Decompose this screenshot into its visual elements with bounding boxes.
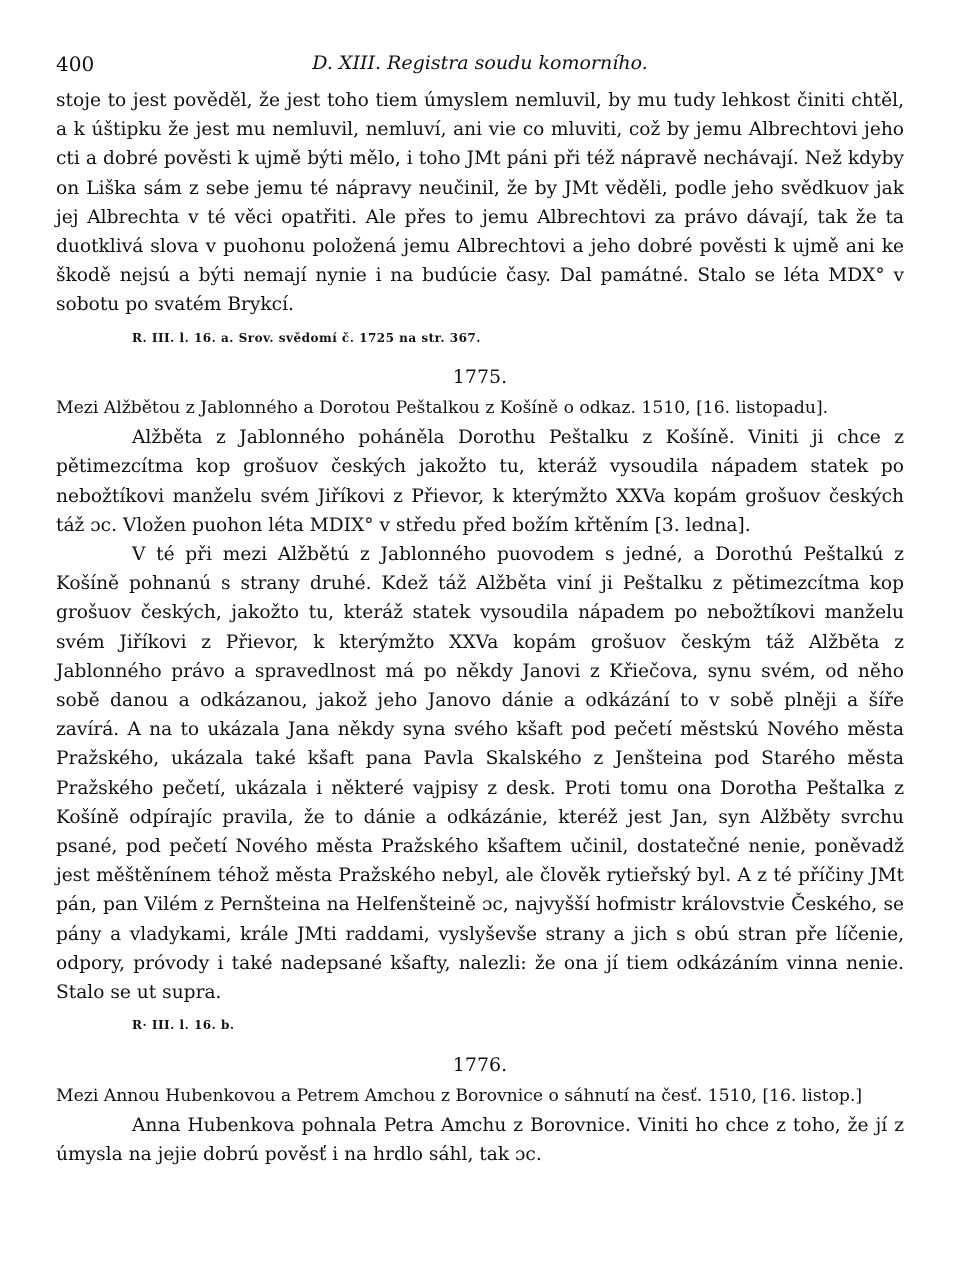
entry-heading: Mezi Annou Hubenkovou a Petrem Amchou z Borovnice o sáhnutí na česť. 1510, [16. listop.] [56, 1085, 863, 1106]
entry-1776 [56, 1051, 904, 1170]
page-header [56, 46, 904, 86]
entry-paragraph: Anna Hubenkova pohnala Petra Amchu z Borovnice. Viniti ho chce z toho, že jí z úmysla na jejie dobrú pověsť i na hrdlo sáhl, tak ɔc. [56, 1114, 904, 1166]
source-reference: R. III. l. 16. a. Srov. svědomí č. 1725 na str. 367. [132, 330, 481, 345]
page-number: 400 [56, 52, 95, 76]
source-reference: R· III. l. 16. b. [132, 1018, 235, 1033]
continuation-paragraph: stoje to jest pověděl, že jest toho tiem úmyslem nemluvil, by mu tudy lehkost činiti chtěl, a k úštipku že jest mu nemluvil, nemluví, ani vie co mluviti, což by jemu Albrechtovi jeho cti a dobré pověsti k ujmě býti mělo, i toho JMt páni při též nápravě nechávají. Než kdyby on Liška sám z sebe jemu té nápravy neučinil, že by JMt věděli, podle jeho svědkuov jak jej Albrechta v té věci opatřiti. Ale přes to jemu Albrechtovi za právo dávají, tak že ta duotklivá slova v puohonu položená jemu Albrechtovi a jeho dobré pověsti k ujmě ani ke škodě nejsú a býti nemají nynie i na budúcie časy. Dal památné. Stalo se léta MDX° v sobotu po svatém Brykcí. [56, 90, 904, 316]
entry-paragraph: V té při mezi Alžbětú z Jablonného puovodem s jedné, a Dorothú Peštalkú z Košíně pohnanú s strany druhé. Kdež táž Alžběta viní ji Peštalku z pětimezcítma kop grošuov českých, jakožto tu, kteráž statek vysoudila nápadem po nebožtíkovi manželu svém Jiříkovi z Přievor, k kterýmžto XXVa kopám grošuov českým táž Alžběta z Jablonného právo a spravedlnost má po někdy Janovi z Křiečova, synu svém, od něho sobě danou a odkázanou, jakož jeho Janovo dánie a odkázání to v sobě plněji a šíře zavírá. A na to ukázala Jana někdy syna svého kšaft pod pečetí městskú Nového města Pražského, ukázala také kšaft pana Pavla Skalského z Jenšteina pod Starého města Pražského pečetí, ukázala i některé vajpisy z desk. Proti tomu ona Dorotha Peštalka z Košíně odpírajíc pravila, že to dánie a odkázánie, kteréž jest Jan, syn Alžběty svrchu psané, pod pečetí Nového města Pražského kšaftem učinil, dostatečné nenie, poněvadž jest měštěnínem téhož města Pražského nebyl, ale člověk rytieřský byl. A z té příčiny JMt pán, pan Vilém z Pernšteina na Helfenšteině ɔc, najvyšší hofmistr královstvie Českého, se pány a vladykami, krále JMti raddami, vyslyševše strany a jich s obú stran pře líčenie, odpory, próvody i také nadepsané kšafty, nalezli: že ona jí tiem odkázáním vinna nenie. Stalo se ut supra. [56, 544, 904, 1004]
entry-heading: Mezi Alžbětou z Jablonného a Dorotou Peštalkou z Košíně o odkaz. 1510, [16. listopadu]. [56, 398, 829, 419]
page-body [56, 86, 904, 1169]
entry-number: 1775. [452, 365, 508, 388]
running-title: D. XIII. Registra soudu komorního. [312, 52, 648, 74]
entry-number: 1776. [452, 1053, 508, 1076]
entry-paragraph: Alžběta z Jablonného poháněla Dorothu Peštalku z Košíně. Viniti ji chce z pětimezcítma kop grošuov českých jakožto tu, kteráž vysoudila nápadem statek po nebožtíkovi manželu svém Jiříkovi z Přievor, k kterýmžto XXVa kopám grošuov českých táž ɔc. Vložen puohon léta MDIX° v středu před božím křtěním [3. ledna]. [56, 427, 904, 536]
entry-1775 [56, 363, 904, 1041]
